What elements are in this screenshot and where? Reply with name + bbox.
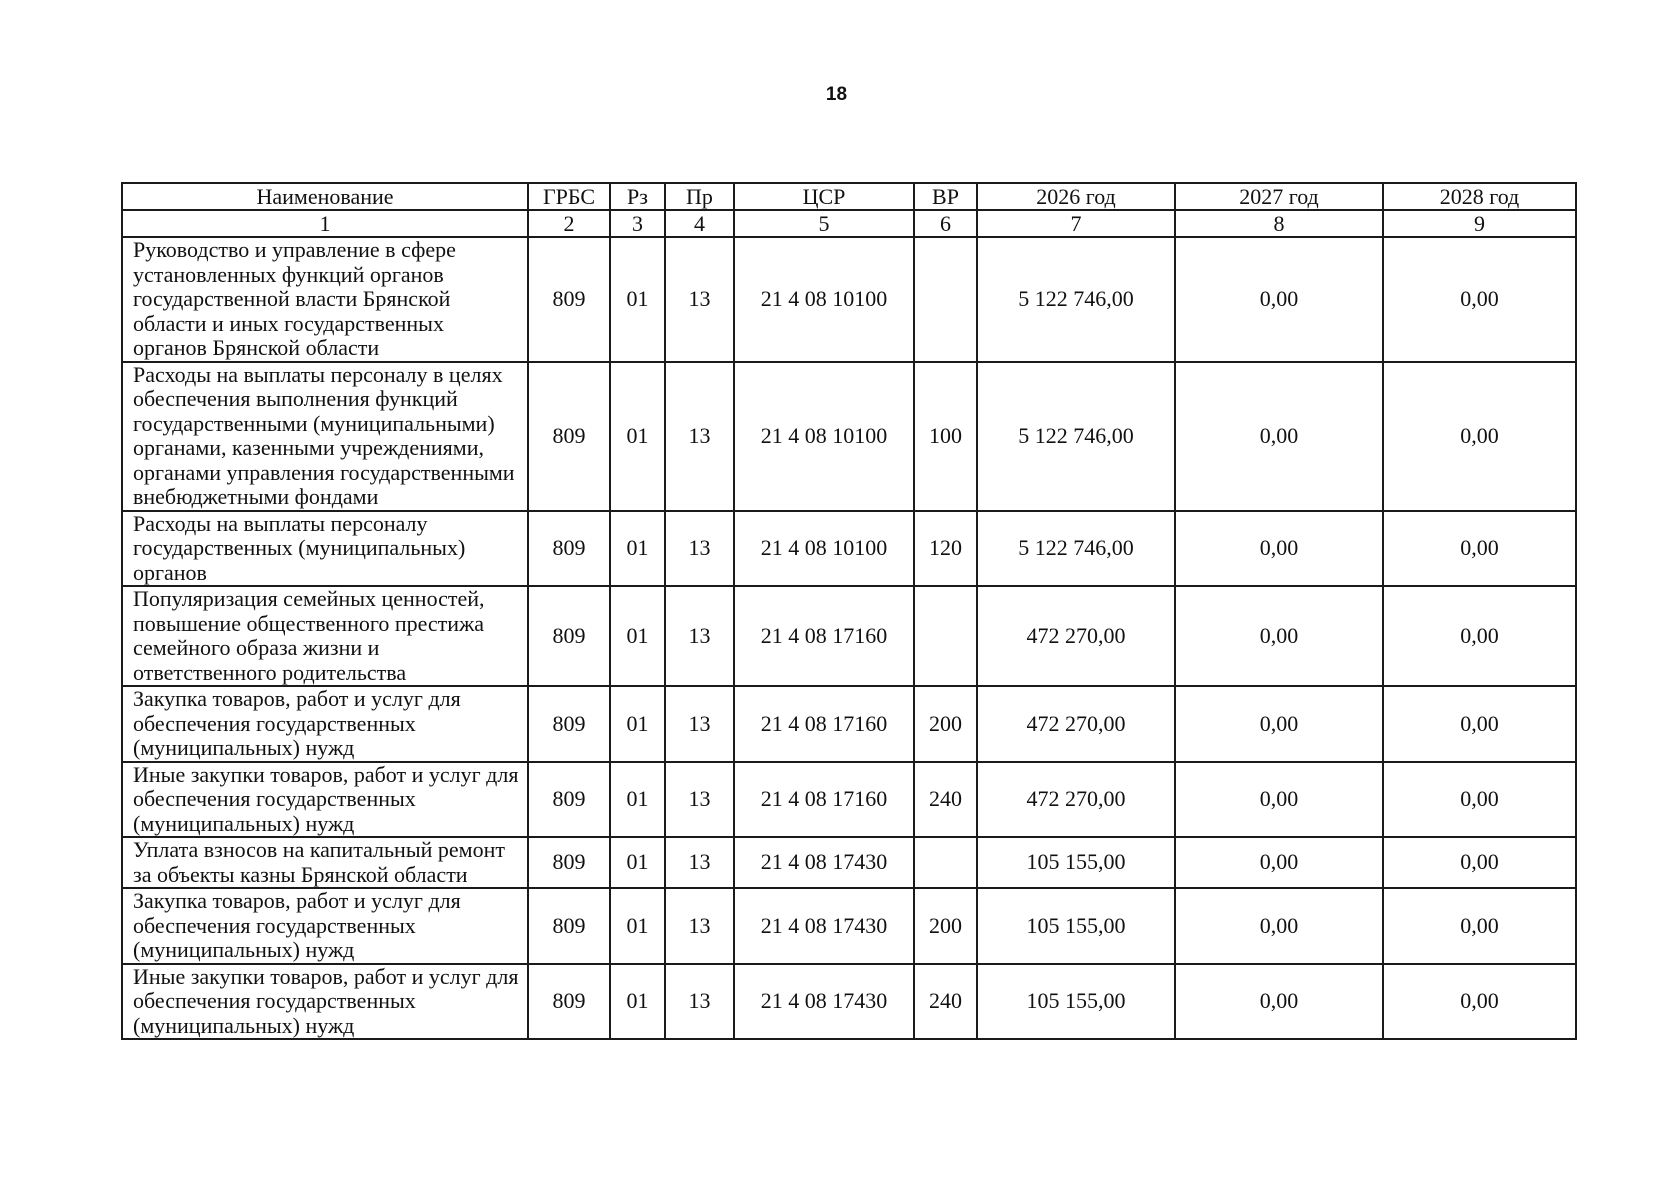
row-2026: 5 122 746,00 [977,511,1175,587]
row-2028: 0,00 [1383,888,1576,964]
row-grbs: 809 [528,586,610,686]
table-row [122,511,1576,587]
column-number: 4 [665,210,734,237]
row-2026: 5 122 746,00 [977,237,1175,362]
row-2026: 105 155,00 [977,964,1175,1040]
row-2028: 0,00 [1383,237,1576,362]
row-2027: 0,00 [1175,888,1383,964]
row-pr: 13 [665,964,734,1040]
row-csr: 21 4 08 17160 [734,586,914,686]
row-rz: 01 [610,762,665,838]
row-rz: 01 [610,511,665,587]
row-rz: 01 [610,686,665,762]
column-number-row [122,210,1576,237]
table-row [122,586,1576,686]
row-csr: 21 4 08 17430 [734,888,914,964]
row-pr: 13 [665,888,734,964]
table-row [122,762,1576,838]
row-2026: 472 270,00 [977,686,1175,762]
row-name: Расходы на выплаты персоналу в целях обеспечения выполнения функций государственными (муниципальными) органами, казенными учреждениями, органами управления государственными внебюджетными фондами [122,362,528,511]
row-grbs: 809 [528,686,610,762]
column-number: 2 [528,210,610,237]
row-name: Иные закупки товаров, работ и услуг для обеспечения государственных (муниципальных) нужд [122,964,528,1040]
row-vr [914,837,977,888]
row-name: Закупка товаров, работ и услуг для обеспечения государственных (муниципальных) нужд [122,888,528,964]
header-vr: ВР [914,183,977,210]
row-grbs: 809 [528,837,610,888]
row-2028: 0,00 [1383,511,1576,587]
table-row [122,888,1576,964]
row-2027: 0,00 [1175,586,1383,686]
row-csr: 21 4 08 10100 [734,362,914,511]
header-2028: 2028 год [1383,183,1576,210]
row-grbs: 809 [528,888,610,964]
column-number: 3 [610,210,665,237]
row-2028: 0,00 [1383,686,1576,762]
row-csr: 21 4 08 17160 [734,762,914,838]
column-number: 6 [914,210,977,237]
row-name: Иные закупки товаров, работ и услуг для обеспечения государственных (муниципальных) нужд [122,762,528,838]
row-2027: 0,00 [1175,362,1383,511]
row-2026: 105 155,00 [977,837,1175,888]
row-vr: 240 [914,964,977,1040]
row-2027: 0,00 [1175,686,1383,762]
row-name: Популяризация семейных ценностей, повышение общественного престижа семейного образа жизни и ответственного родительства [122,586,528,686]
row-grbs: 809 [528,762,610,838]
table-row [122,686,1576,762]
row-pr: 13 [665,237,734,362]
row-pr: 13 [665,837,734,888]
row-2027: 0,00 [1175,511,1383,587]
row-grbs: 809 [528,964,610,1040]
row-vr: 200 [914,888,977,964]
row-pr: 13 [665,586,734,686]
row-2027: 0,00 [1175,237,1383,362]
header-name: Наименование [122,183,528,210]
page-number: 18 [825,84,848,105]
header-grbs: ГРБС [528,183,610,210]
row-rz: 01 [610,362,665,511]
row-2028: 0,00 [1383,964,1576,1040]
row-grbs: 809 [528,237,610,362]
row-csr: 21 4 08 17430 [734,964,914,1040]
column-number: 5 [734,210,914,237]
row-rz: 01 [610,237,665,362]
row-vr [914,586,977,686]
header-2026: 2026 год [977,183,1175,210]
row-2028: 0,00 [1383,837,1576,888]
row-2027: 0,00 [1175,964,1383,1040]
row-name: Расходы на выплаты персоналу государственных (муниципальных) органов [122,511,528,587]
budget-table [121,182,1577,1040]
row-vr: 120 [914,511,977,587]
row-pr: 13 [665,362,734,511]
row-2026: 105 155,00 [977,888,1175,964]
table-row [122,237,1576,362]
row-2027: 0,00 [1175,837,1383,888]
table-row [122,964,1576,1040]
row-vr [914,237,977,362]
row-grbs: 809 [528,511,610,587]
row-csr: 21 4 08 10100 [734,237,914,362]
header-2027: 2027 год [1175,183,1383,210]
row-grbs: 809 [528,362,610,511]
row-vr: 200 [914,686,977,762]
row-2028: 0,00 [1383,762,1576,838]
table-row [122,362,1576,511]
row-vr: 100 [914,362,977,511]
header-pr: Пр [665,183,734,210]
table-row [122,837,1576,888]
row-2026: 5 122 746,00 [977,362,1175,511]
row-2027: 0,00 [1175,762,1383,838]
column-number: 9 [1383,210,1576,237]
row-2028: 0,00 [1383,586,1576,686]
column-number: 8 [1175,210,1383,237]
row-rz: 01 [610,837,665,888]
column-number: 1 [122,210,528,237]
row-pr: 13 [665,511,734,587]
header-rz: Рз [610,183,665,210]
row-vr: 240 [914,762,977,838]
row-2026: 472 270,00 [977,762,1175,838]
row-2026: 472 270,00 [977,586,1175,686]
row-csr: 21 4 08 10100 [734,511,914,587]
row-pr: 13 [665,686,734,762]
row-rz: 01 [610,888,665,964]
row-csr: 21 4 08 17160 [734,686,914,762]
column-number: 7 [977,210,1175,237]
row-rz: 01 [610,586,665,686]
row-name: Уплата взносов на капитальный ремонт за объекты казны Брянской области [122,837,528,888]
row-2028: 0,00 [1383,362,1576,511]
header-csr: ЦСР [734,183,914,210]
row-csr: 21 4 08 17430 [734,837,914,888]
header-row [122,183,1576,210]
row-name: Руководство и управление в сфере установленных функций органов государственной власти Брянской области и иных государственных органов Брянской области [122,237,528,362]
row-rz: 01 [610,964,665,1040]
row-pr: 13 [665,762,734,838]
row-name: Закупка товаров, работ и услуг для обеспечения государственных (муниципальных) нужд [122,686,528,762]
